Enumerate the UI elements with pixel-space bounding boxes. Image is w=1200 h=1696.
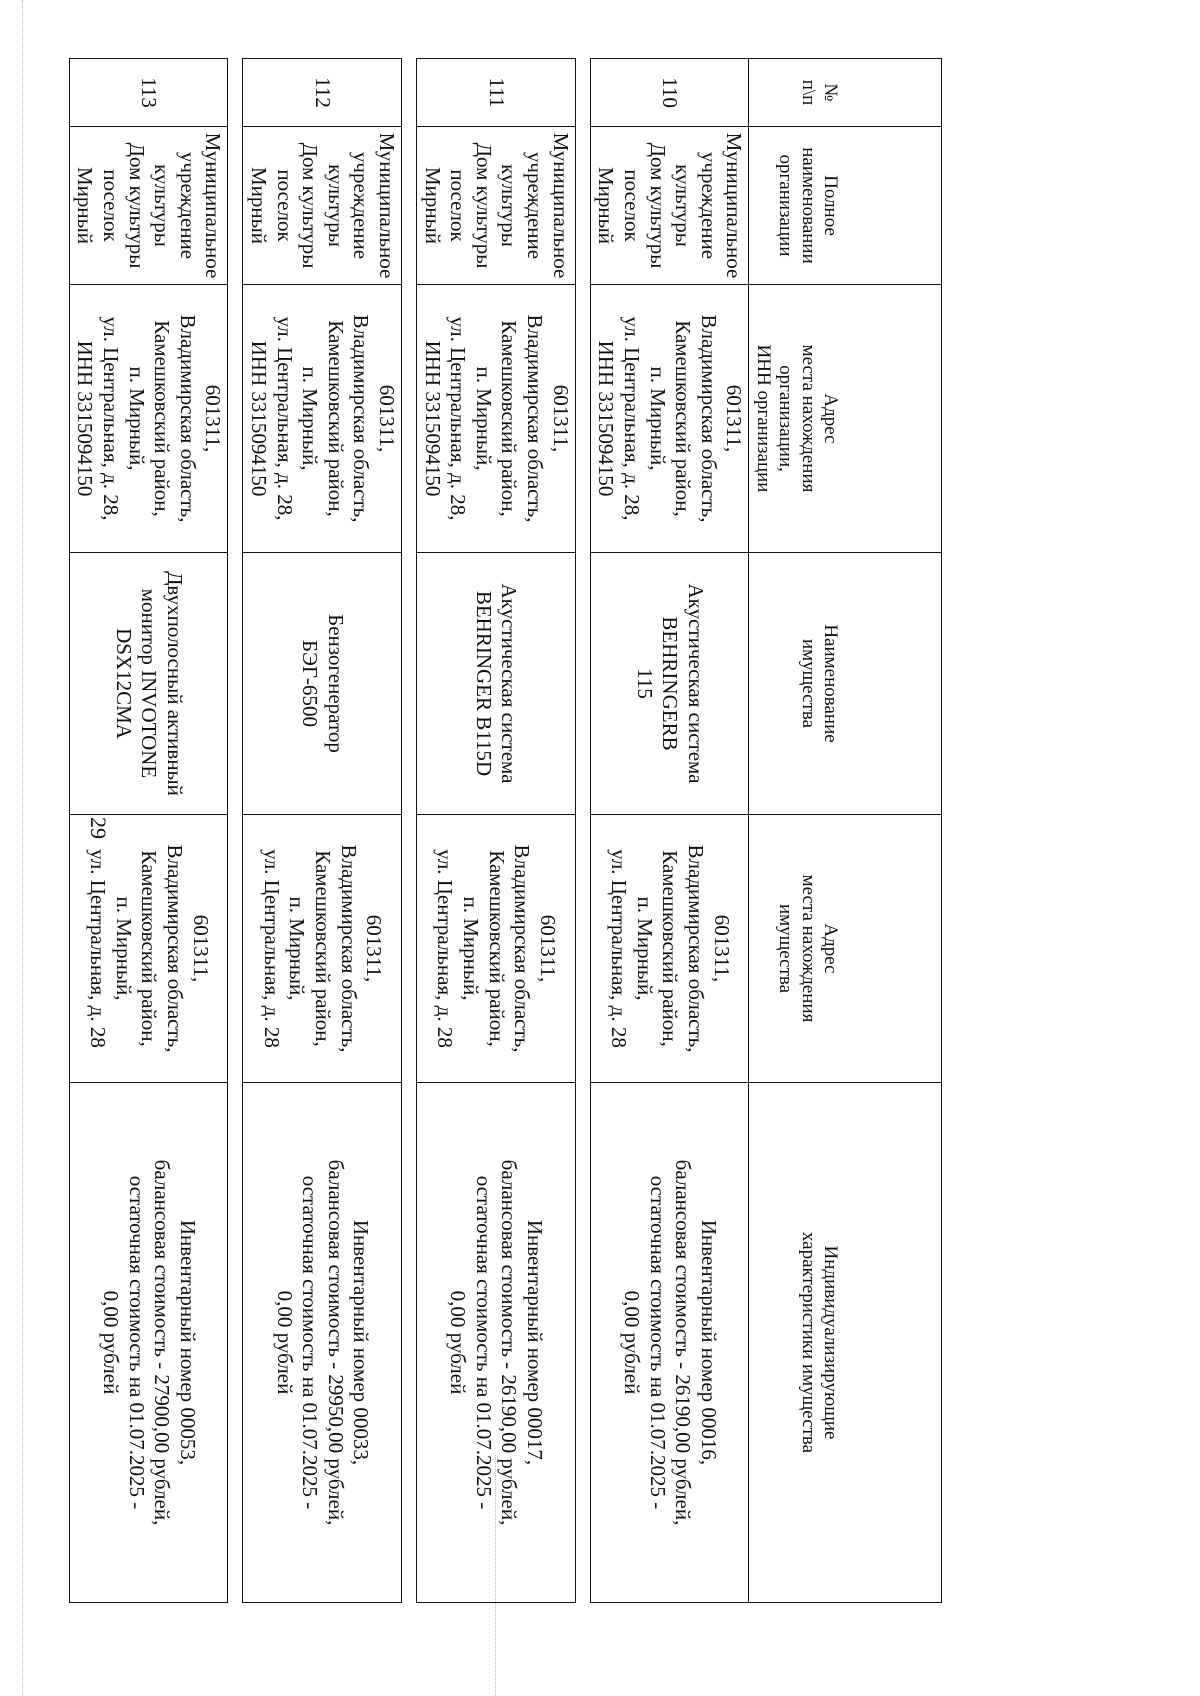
table-row	[243, 59, 402, 1603]
cell-num: 111	[417, 59, 576, 127]
cell-item-address: 601311, Владимирская область, Камешковский район, п. Мирный, ул. Центральная, д. 28	[243, 815, 402, 1083]
page-number: 29	[86, 817, 111, 839]
table-header-row	[749, 59, 942, 1603]
rotated-table-container	[73, 58, 942, 1602]
header-name: Полное наименовании организации	[749, 127, 942, 285]
cell-item: Акустическая система BEHRINGERB 115	[590, 553, 749, 815]
cell-item-address: 601311, Владимирская область, Камешковский район, п. Мирный, ул. Центральная, д. 28	[69, 815, 228, 1083]
cell-org-address: 601311, Владимирская область, Камешковский район, п. Мирный, ул. Центральная, д. 28, ИНН 3315094150	[69, 285, 228, 553]
cell-item: Бензогенератор БЭГ-6500	[243, 553, 402, 815]
cell-name: Муниципальное учреждение культуры Дом культуры поселок Мирный	[417, 127, 576, 285]
cell-item-address: 601311, Владимирская область, Камешковский район, п. Мирный, ул. Центральная, д. 28	[590, 815, 749, 1083]
cell-org-address: 601311, Владимирская область, Камешковский район, п. Мирный, ул. Центральная, д. 28, ИНН 3315094150	[417, 285, 576, 553]
header-num: № п\п	[749, 59, 942, 127]
row-separator	[575, 59, 590, 1603]
header-item-address: Адрес места нахождения имущества	[749, 815, 942, 1083]
property-table	[69, 58, 942, 1603]
cell-characteristics: Инвентарный номер 00016, балансовая стоимость - 26190,00 рублей, остаточная стоимость на 01.07.2025 - 0,00 рублей	[590, 1083, 749, 1603]
row-separator	[402, 59, 417, 1603]
cell-item: Двухполосный активный монитор INVOTONE DSX12CMA	[69, 553, 228, 815]
cell-name: Муниципальное учреждение культуры Дом культуры поселок Мирный	[243, 127, 402, 285]
cell-characteristics: Инвентарный номер 00053, балансовая стоимость - 27900,00 рублей, остаточная стоимость на 01.07.2025 - 0,00 рублей	[69, 1083, 228, 1603]
header-org-address: Адрес места нахождения организации, ИНН организации	[749, 285, 942, 553]
table-row	[69, 59, 228, 1603]
table-row	[417, 59, 576, 1603]
header-item: Наименование имущества	[749, 553, 942, 815]
cell-characteristics: Инвентарный номер 00033, балансовая стоимость - 29950,00 рублей, остаточная стоимость на 01.07.2025 - 0,00 рублей	[243, 1083, 402, 1603]
table-row	[590, 59, 749, 1603]
cell-item-address: 601311, Владимирская область, Камешковский район, п. Мирный, ул. Центральная, д. 28	[417, 815, 576, 1083]
cell-org-address: 601311, Владимирская область, Камешковский район, п. Мирный, ул. Центральная, д. 28, ИНН 3315094150	[590, 285, 749, 553]
cell-name: Муниципальное учреждение культуры Дом культуры поселок Мирный	[69, 127, 228, 285]
header-characteristics: Индивидуализирующие характеристики имущества	[749, 1083, 942, 1603]
cell-num: 110	[590, 59, 749, 127]
cell-name: Муниципальное учреждение культуры Дом культуры поселок Мирный	[590, 127, 749, 285]
cell-item: Акустическая система BEHRINGER B115D	[417, 553, 576, 815]
cell-org-address: 601311, Владимирская область, Камешковский район, п. Мирный, ул. Центральная, д. 28, ИНН 3315094150	[243, 285, 402, 553]
scan-artifact-line	[22, 0, 23, 1696]
cell-num: 113	[69, 59, 228, 127]
cell-characteristics: Инвентарный номер 00017, балансовая стоимость - 26190,00 рублей, остаточная стоимость на 01.07.2025 - 0,00 рублей	[417, 1083, 576, 1603]
row-separator	[228, 59, 243, 1603]
cell-num: 112	[243, 59, 402, 127]
